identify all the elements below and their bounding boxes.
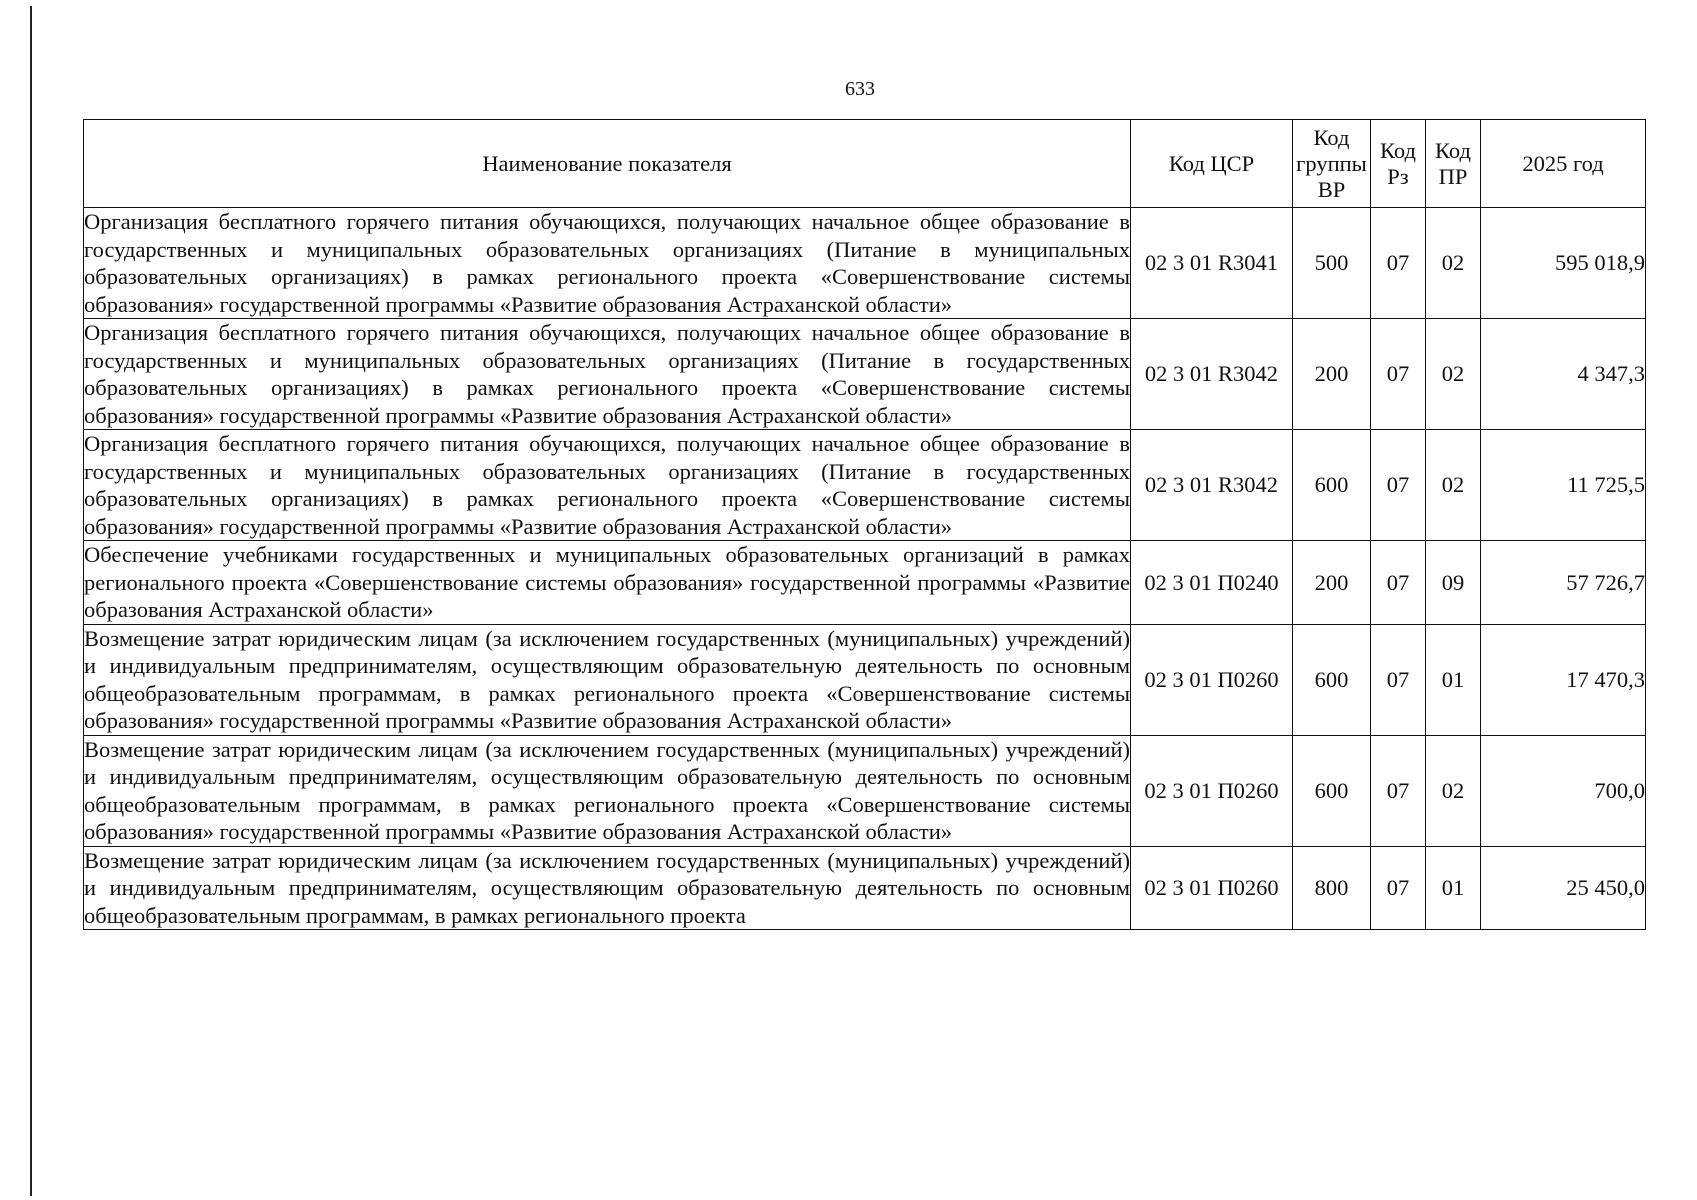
row-name: Возмещение затрат юридическим лицам (за исключением государственных (муниципальных) учреждений) и индивидуальным предпринимателям, осуществляющим образовательную деятельность по основным общеобразовательным программам, в рамках регионального проекта «Совершенствование системы образования» государственной программы «Развитие образования Астраханской области» xyxy=(84,625,1130,733)
row-rz-code: 07 xyxy=(1371,319,1426,430)
table-row xyxy=(84,624,1646,735)
row-vr-code: 200 xyxy=(1293,541,1371,625)
row-amount: 700,0 xyxy=(1481,735,1646,846)
row-csr-code: 02 3 01 П0260 xyxy=(1131,624,1293,735)
row-csr-code: 02 3 01 П0260 xyxy=(1131,846,1293,930)
row-rz-code: 07 xyxy=(1371,735,1426,846)
table-header-row xyxy=(84,120,1646,208)
table-row xyxy=(84,541,1646,625)
row-rz-code: 07 xyxy=(1371,208,1426,319)
row-amount: 4 347,3 xyxy=(1481,319,1646,430)
table-row xyxy=(84,735,1646,846)
row-vr-code: 600 xyxy=(1293,735,1371,846)
column-header-name: Наименование показателя xyxy=(84,120,1131,208)
table-row xyxy=(84,846,1646,930)
row-csr-code: 02 3 01 R3041 xyxy=(1131,208,1293,319)
row-pr-code: 02 xyxy=(1426,208,1481,319)
row-amount: 57 726,7 xyxy=(1481,541,1646,625)
row-vr-code: 600 xyxy=(1293,624,1371,735)
row-csr-code: 02 3 01 П0240 xyxy=(1131,541,1293,625)
row-amount: 595 018,9 xyxy=(1481,208,1646,319)
column-header-rz: Код Рз xyxy=(1371,120,1426,208)
row-rz-code: 07 xyxy=(1371,541,1426,625)
column-header-vr: Код группы ВР xyxy=(1293,120,1371,208)
table-row xyxy=(84,208,1646,319)
row-pr-code: 02 xyxy=(1426,735,1481,846)
row-name: Организация бесплатного горячего питания обучающихся, получающих начальное общее образование в государственных и муниципальных образовательных организациях (Питание в государственных образовательных организациях) в рамках регионального проекта «Совершенствование системы образования» государственной программы «Развитие образования Астраханской области» xyxy=(84,320,1130,428)
row-pr-code: 01 xyxy=(1426,624,1481,735)
row-vr-code: 200 xyxy=(1293,319,1371,430)
row-rz-code: 07 xyxy=(1371,430,1426,541)
row-amount: 25 450,0 xyxy=(1481,846,1646,930)
column-header-csr: Код ЦСР xyxy=(1131,120,1293,208)
row-name: Организация бесплатного горячего питания обучающихся, получающих начальное общее образование в государственных и муниципальных образовательных организациях (Питание в государственных образовательных организациях) в рамках регионального проекта «Совершенствование системы образования» государственной программы «Развитие образования Астраханской области» xyxy=(84,431,1130,539)
row-vr-code: 800 xyxy=(1293,846,1371,930)
row-vr-code: 500 xyxy=(1293,208,1371,319)
row-csr-code: 02 3 01 П0260 xyxy=(1131,735,1293,846)
row-amount: 17 470,3 xyxy=(1481,624,1646,735)
row-pr-code: 01 xyxy=(1426,846,1481,930)
row-pr-code: 02 xyxy=(1426,430,1481,541)
budget-table xyxy=(83,119,1646,930)
row-rz-code: 07 xyxy=(1371,624,1426,735)
row-pr-code: 02 xyxy=(1426,319,1481,430)
row-name: Обеспечение учебниками государственных и муниципальных образовательных организаций в рамках регионального проекта «Совершенствование системы образования» государственной программы «Развитие образования Астраханской области» xyxy=(84,542,1130,622)
row-pr-code: 09 xyxy=(1426,541,1481,625)
column-header-total: 2025 год xyxy=(1481,120,1646,208)
row-name: Возмещение затрат юридическим лицам (за исключением государственных (муниципальных) учреждений) и индивидуальным предпринимателям, осуществляющим образовательную деятельность по основным общеобразовательным программам, в рамках регионального проекта «Совершенствование системы образования» государственной программы «Развитие образования Астраханской области» xyxy=(84,736,1130,844)
row-csr-code: 02 3 01 R3042 xyxy=(1131,430,1293,541)
table-row xyxy=(84,430,1646,541)
row-csr-code: 02 3 01 R3042 xyxy=(1131,319,1293,430)
row-rz-code: 07 xyxy=(1371,846,1426,930)
binding-margin-line xyxy=(30,6,32,1196)
row-amount: 11 725,5 xyxy=(1481,430,1646,541)
row-name: Возмещение затрат юридическим лицам (за исключением государственных (муниципальных) учреждений) и индивидуальным предпринимателям, осуществляющим образовательную деятельность по основным общеобразовательным программам, в рамках регионального проекта xyxy=(84,847,1130,928)
column-header-pr: Код ПР xyxy=(1426,120,1481,208)
page-number: 633 xyxy=(845,78,875,100)
row-vr-code: 600 xyxy=(1293,430,1371,541)
table-row xyxy=(84,319,1646,430)
row-name: Организация бесплатного горячего питания обучающихся, получающих начальное общее образование в государственных и муниципальных образовательных организациях (Питание в муниципальных образовательных организациях) в рамках регионального проекта «Совершенствование системы образования» государственной программы «Развитие образования Астраханской области» xyxy=(84,209,1130,317)
